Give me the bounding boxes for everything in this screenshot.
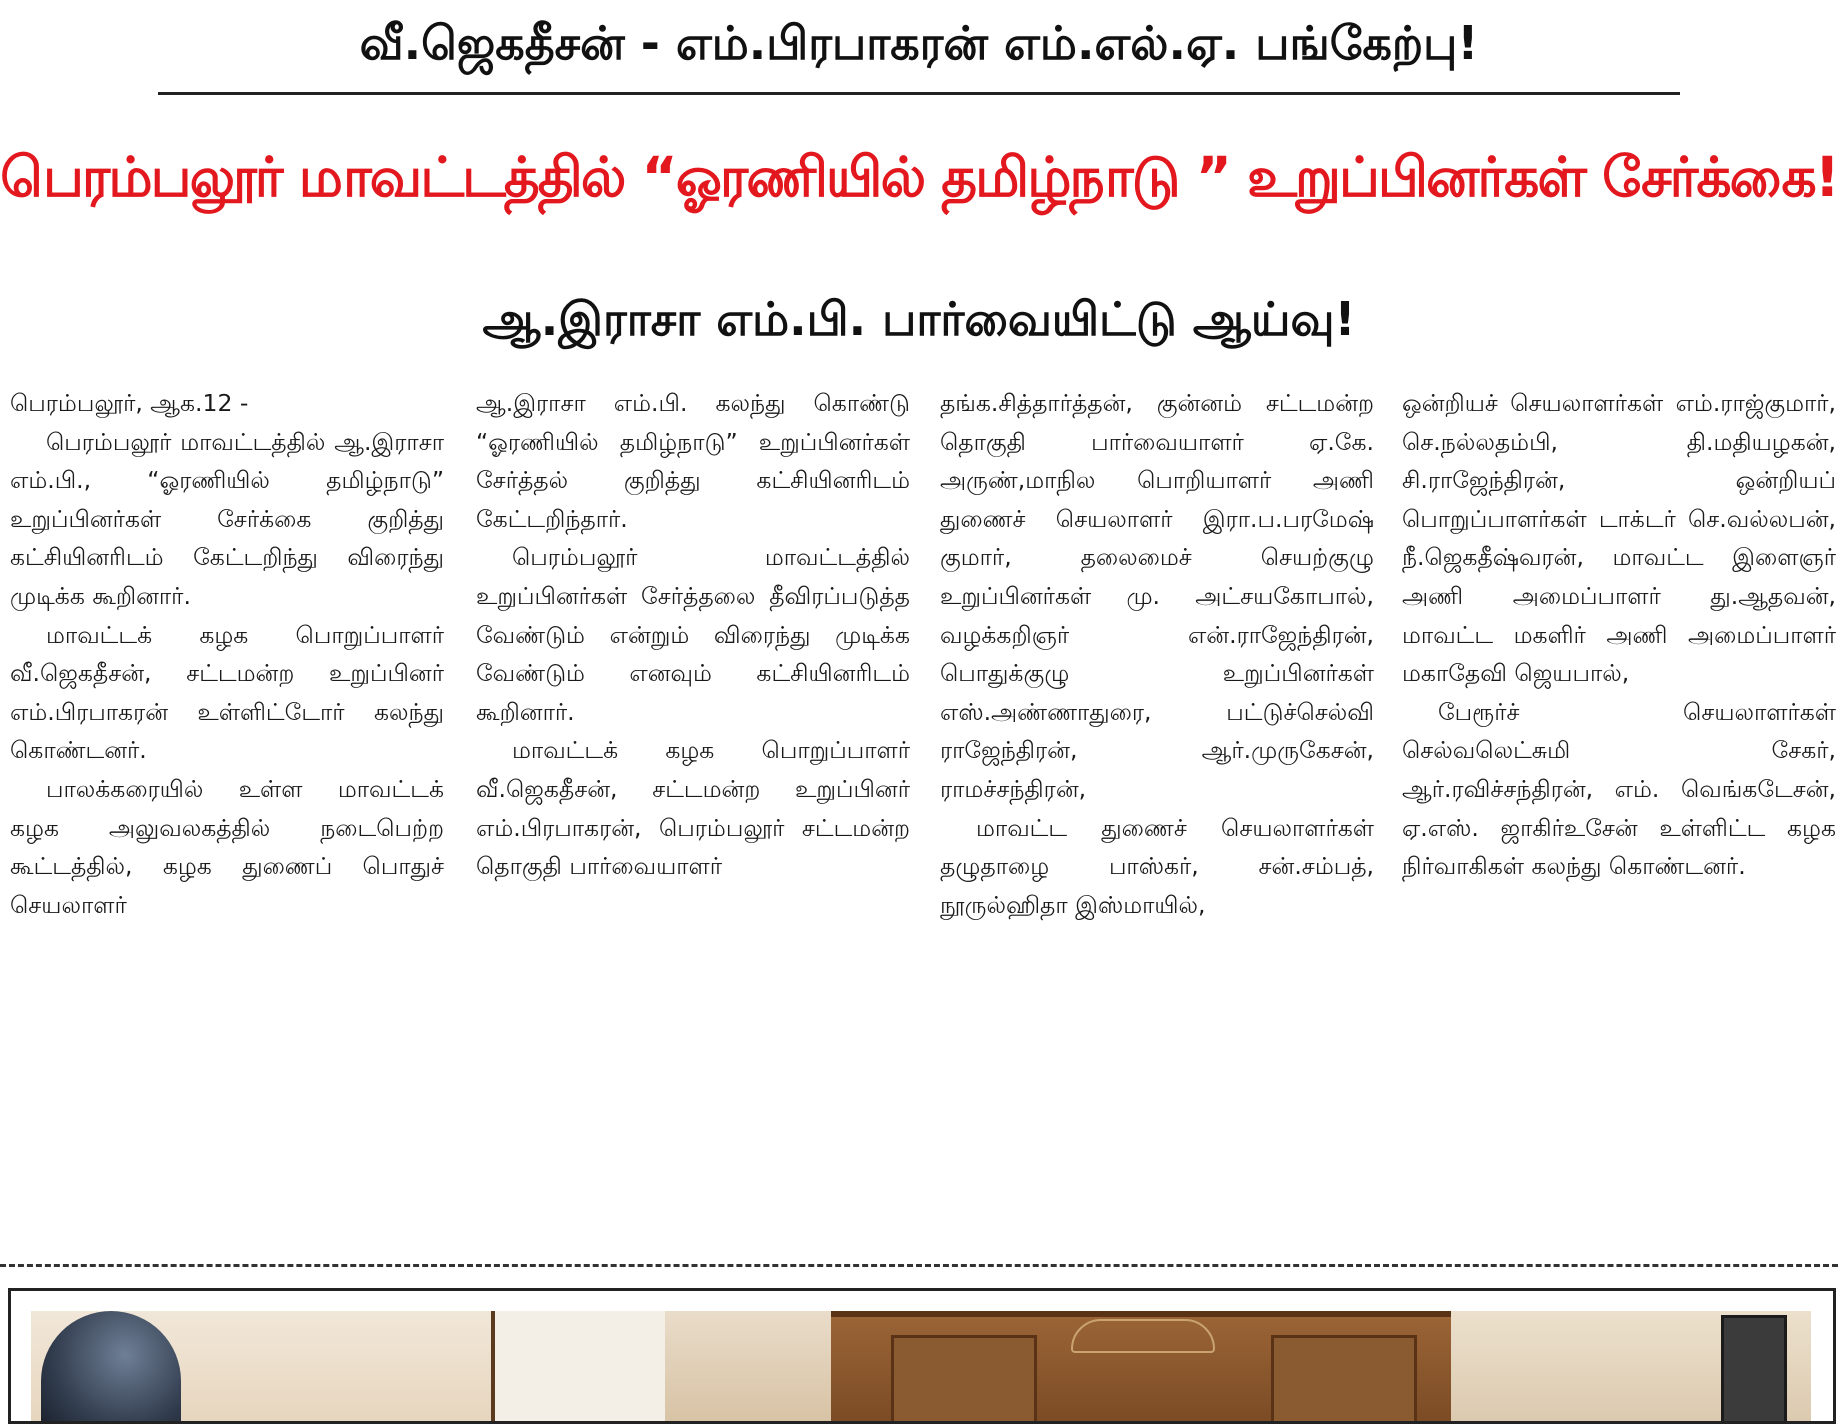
paragraph: தங்க.சித்தார்த்தன், குன்னம் சட்டமன்ற தொகுதி பார்வையாளர் ஏ.கே. அருண்,மாநில பொறியாளர் அணி துணைச் செயலாளர் இரா.ப.பரமேஷ் குமார், தலைமைச் செயற்குழு உறுப்பினர்கள் மு. அட்சயகோபால், வழக்கறிஞர் என்.ராஜேந்திரன், பொதுக்குழு உறுப்பினர்கள் எஸ்.அண்ணாதுரை, பட்டுச்செல்வி ராஜேந்திரன், ஆர்.முருகேசன், ராமச்சந்திரன், bbox=[940, 389, 1374, 803]
photo-cabinet-panel bbox=[891, 1335, 1037, 1421]
article-column-2 bbox=[476, 384, 910, 886]
photo-cabinet-ornament bbox=[1071, 1319, 1215, 1353]
paragraph: பெரம்பலூர் மாவட்டத்தில் உறுப்பினர்கள் சேர்த்தலை தீவிரப்படுத்த வேண்டும் என்றும் விரைந்து முடிக்க வேண்டும் எனவும் கட்சியினரிடம் கூறினார். bbox=[476, 543, 910, 726]
kicker-headline: வீ.ஜெகதீசன் - எம்.பிரபாகரன் எம்.எல்.ஏ. பங்கேற்பு! bbox=[359, 16, 1479, 70]
article-column-1 bbox=[10, 384, 444, 924]
meeting-photo bbox=[31, 1311, 1811, 1421]
dateline: பெரம்பலூர், ஆக.12 - bbox=[10, 389, 249, 417]
paragraph: மாவட்டக் கழக பொறுப்பாளர் வீ.ஜெகதீசன், சட்டமன்ற உறுப்பினர் எம்.பிரபாகரன், பெரம்பலூர் சட்டமன்ற தொகுதி பார்வையாளர் bbox=[476, 736, 910, 881]
article-column-3 bbox=[940, 384, 1374, 924]
paragraph: ஆ.இராசா எம்.பி. கலந்து கொண்டு “ஓரணியில் தமிழ்நாடு” உறுப்பினர்கள் சேர்த்தல் குறித்து கட்சியினரிடம் கேட்டறிந்தார். bbox=[476, 389, 910, 533]
paragraph: பேரூர்ச் செயலாளர்கள் செல்வலெட்சுமி சேகர், ஆர்.ரவிச்சந்திரன், எம். வெங்கடேசன், ஏ.எஸ். ஜாகிர்உசேன் உள்ளிட்ட கழக நிர்வாகிகள் கலந்து கொண்டனர். bbox=[1402, 697, 1836, 881]
kicker-underline bbox=[158, 92, 1680, 95]
photo-frame bbox=[8, 1288, 1836, 1424]
photo-wall-frame bbox=[1721, 1315, 1787, 1421]
article-column-4 bbox=[1402, 384, 1836, 886]
paragraph: மாவட்டக் கழக பொறுப்பாளர் வீ.ஜெகதீசன், சட்டமன்ற உறுப்பினர் எம்.பிரபாகரன் உள்ளிட்டோர் கலந்து கொண்டனர். bbox=[10, 620, 444, 765]
section-divider bbox=[0, 1264, 1838, 1267]
paragraph: பாலக்கரையில் உள்ள மாவட்டக் கழக அலுவலகத்தில் நடைபெற்ற கூட்டத்தில், கழக துணைப் பொதுச் செயலாளர் bbox=[10, 774, 444, 919]
paragraph: பெரம்பலூர் மாவட்டத்தில் ஆ.இராசா எம்.பி., “ஓரணியில் தமிழ்நாடு” உறுப்பினர்கள் சேர்க்கை குறித்து கட்சியினரிடம் கேட்டறிந்து விரைந்து முடிக்க கூறினார். bbox=[10, 427, 444, 610]
photo-board bbox=[491, 1311, 665, 1421]
paragraph: மாவட்ட துணைச் செயலாளர்கள் தழுதாழை பாஸ்கர், சன்.சம்பத், நூருல்ஹிதா இஸ்மாயில், bbox=[940, 813, 1374, 919]
sub-headline: ஆ.இராசா எம்.பி. பார்வையிட்டு ஆய்வு! bbox=[482, 292, 1356, 346]
main-headline: பெரம்பலூர் மாவட்டத்தில் “ஓரணியில் தமிழ்நாடு ” உறுப்பினர்கள் சேர்க்கை! bbox=[0, 145, 1838, 209]
paragraph: ஒன்றியச் செயலாளர்கள் எம்.ராஜ்குமார், செ.நல்லதம்பி, தி.மதியழகன், சி.ராஜேந்திரன், ஒன்றியப் பொறுப்பாளர்கள் டாக்டர் செ.வல்லபன், நீ.ஜெகதீஷ்வரன், மாவட்ட இளைஞர் அணி அமைப்பாளர் து.ஆதவன், மாவட்ட மகளிர் அணி அமைப்பாளர் மகாதேவி ஜெயபால், bbox=[1402, 389, 1836, 688]
photo-cabinet-panel bbox=[1271, 1335, 1417, 1421]
